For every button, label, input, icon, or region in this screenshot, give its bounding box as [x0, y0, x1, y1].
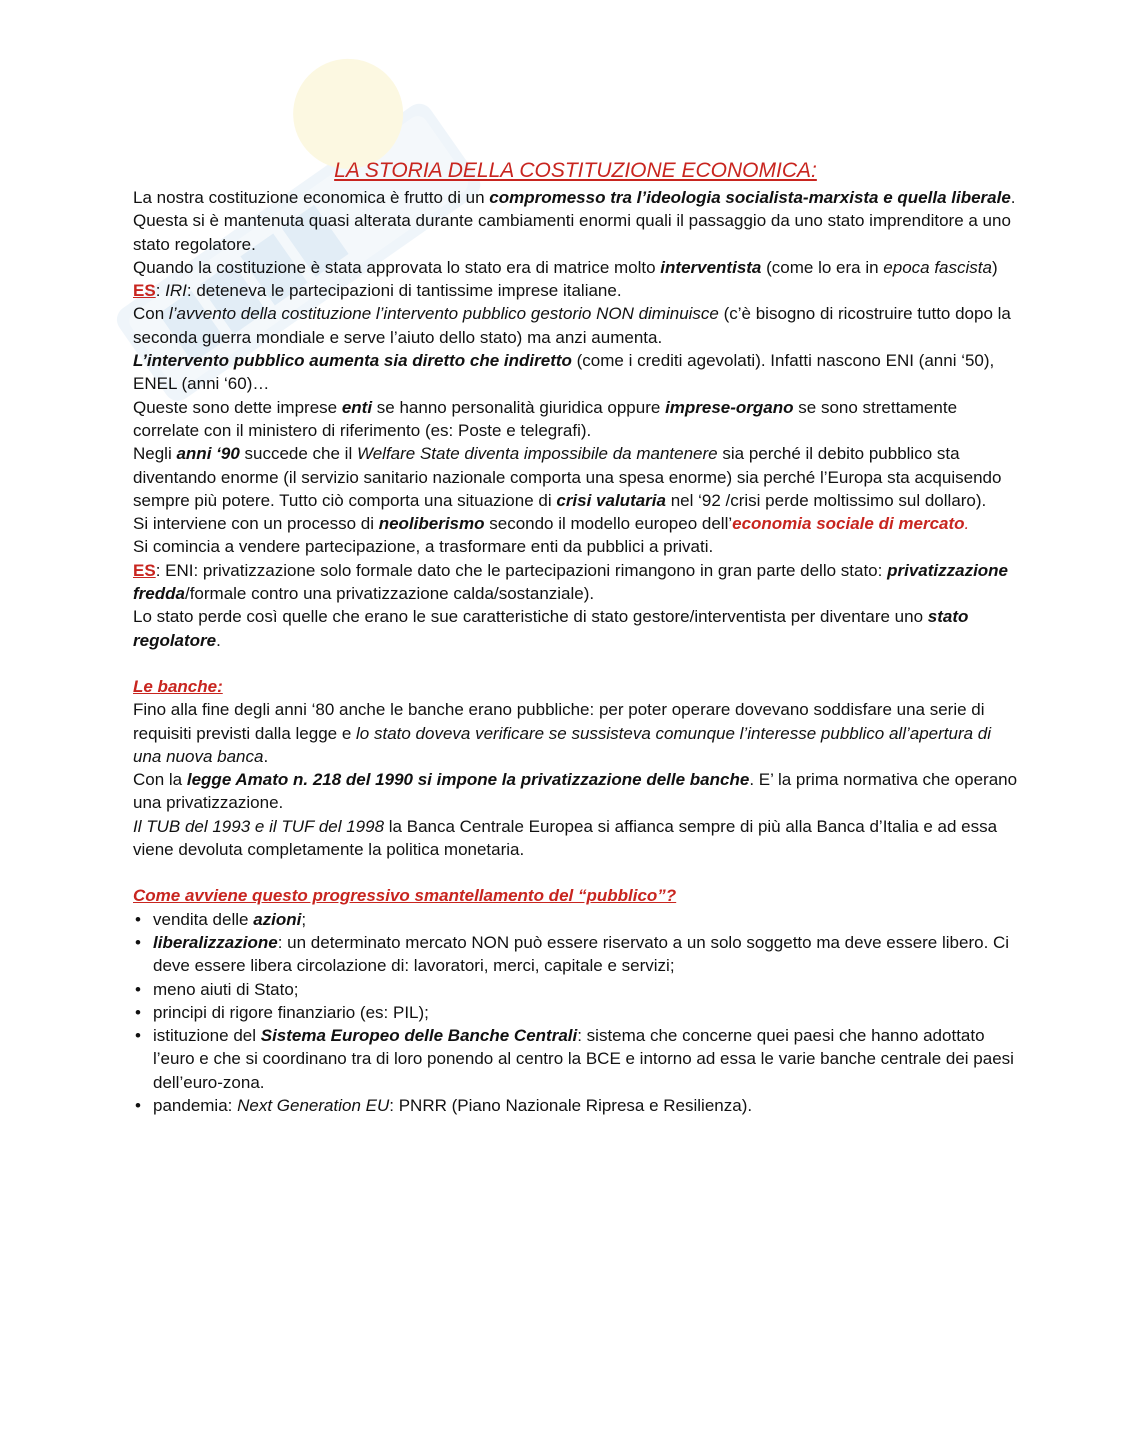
paragraph: Si comincia a vendere partecipazione, a trasformare enti da pubblici a privati.: [133, 537, 714, 557]
list-item: • vendita delle azioni;: [133, 908, 1018, 931]
bullet-list: [133, 908, 1018, 1118]
example-paragraph: ES: ENI: privatizzazione solo formale dato che le partecipazioni rimangono in gran parte dello stato: privatizzazione fredda/formale contro una privatizzazione calda/sostanziale).: [133, 560, 1009, 604]
paragraph: Questa si è mantenuta quasi alterata durante cambiamenti enormi quali il passaggio da uno stato imprenditore a uno stato regolatore.: [133, 211, 1011, 254]
paragraph: Il TUB del 1993 e il TUF del 1998 la Banca Centrale Europea si affianca sempre di più alla Banca d’Italia e ad essa viene devoluta completamente la politica monetaria.: [133, 816, 998, 860]
paragraph: Si interviene con un processo di neoliberismo secondo il modello europeo dell’economia sociale di mercato.: [133, 514, 970, 534]
paragraph: Quando la costituzione è stata approvata lo stato era di matrice molto interventista (come lo era in epoca fascista): [133, 257, 998, 277]
paragraph: Con la legge Amato n. 218 del 1990 si impone la privatizzazione delle banche. E’ la prima normativa che operano una privatizzazione.: [133, 770, 1018, 813]
paragraph: Fino alla fine degli anni ‘80 anche le banche erano pubbliche: per poter operare dovevano soddisfare una serie di requisiti previsti dalla legge e lo stato doveva verificare se sussisteva comunque l’interesse pubblico all’apertura di una nuova banca.: [133, 700, 992, 766]
paragraph: La nostra costituzione economica è frutto di un compromesso tra l’ideologia socialista-marxista e quella liberale.: [133, 188, 1016, 207]
example-label: ES: [133, 560, 156, 580]
example-label: ES: [133, 281, 156, 301]
document-page: [133, 158, 1018, 1117]
page-title: LA STORIA DELLA COSTITUZIONE ECONOMICA:: [334, 159, 817, 182]
paragraph: Con l’avvento della costituzione l’intervento pubblico gestorio NON diminuisce (c’è bisogno di ricostruire tutto dopo la seconda guerra mondiale e serve l’aiuto dello stato) ma anzi aumenta.: [133, 304, 1011, 347]
paragraph: Lo stato perde così quelle che erano le sue caratteristiche di stato gestore/interventista per diventare uno stato regolatore.: [133, 607, 969, 650]
list-item: • istituzione del Sistema Europeo delle Banche Centrali: sistema che concerne quei paesi che hanno adottato l’euro e che si coordinano tra di loro ponendo al centro la BCE e intorno ad essa le varie banche centrale dei paesi dell’euro-zona.: [133, 1024, 1018, 1094]
banche-section: [133, 675, 1018, 861]
section-heading: Le banche:: [133, 676, 223, 696]
paragraph: Queste sono dette imprese enti se hanno personalità giuridica oppure imprese-organo se sono strettamente correlate con il ministero di riferimento (es: Poste e telegrafi).: [133, 397, 958, 440]
list-item: • meno aiuti di Stato;: [133, 978, 1018, 1001]
intro-section: [133, 186, 1018, 652]
section-heading: Come avviene questo progressivo smantellamento del “pubblico”?: [133, 886, 677, 906]
list-item: • liberalizzazione: un determinato mercato NON può essere riservato a un solo soggetto ma deve essere libero. Ci deve essere libera circolazione di: lavoratori, merci, capitale e servizi;: [133, 931, 1018, 978]
paragraph: L’intervento pubblico aumenta sia diretto che indiretto (come i crediti agevolati). Infatti nascono ENI (anni ‘50), ENEL (anni ‘60)…: [133, 351, 995, 394]
list-item: • principi di rigore finanziario (es: PIL);: [133, 1001, 1018, 1024]
list-item: • pandemia: Next Generation EU: PNRR (Piano Nazionale Ripresa e Resilienza).: [133, 1094, 1018, 1117]
paragraph: Negli anni ‘90 succede che il Welfare State diventa impossibile da mantenere sia perché il debito pubblico sta diventando enorme (il servizio sanitario nazionale comporta una spesa enorme) sia perché l’Europa sta acquisendo sempre più potere. Tutto ciò comporta una situazione di crisi valutaria nel ‘92 /crisi perde moltissimo sul dollaro).: [133, 444, 1002, 510]
smantellamento-section: [133, 884, 1018, 1117]
example-paragraph: ES: IRI: deteneva le partecipazioni di tantissime imprese italiane.: [133, 281, 622, 301]
